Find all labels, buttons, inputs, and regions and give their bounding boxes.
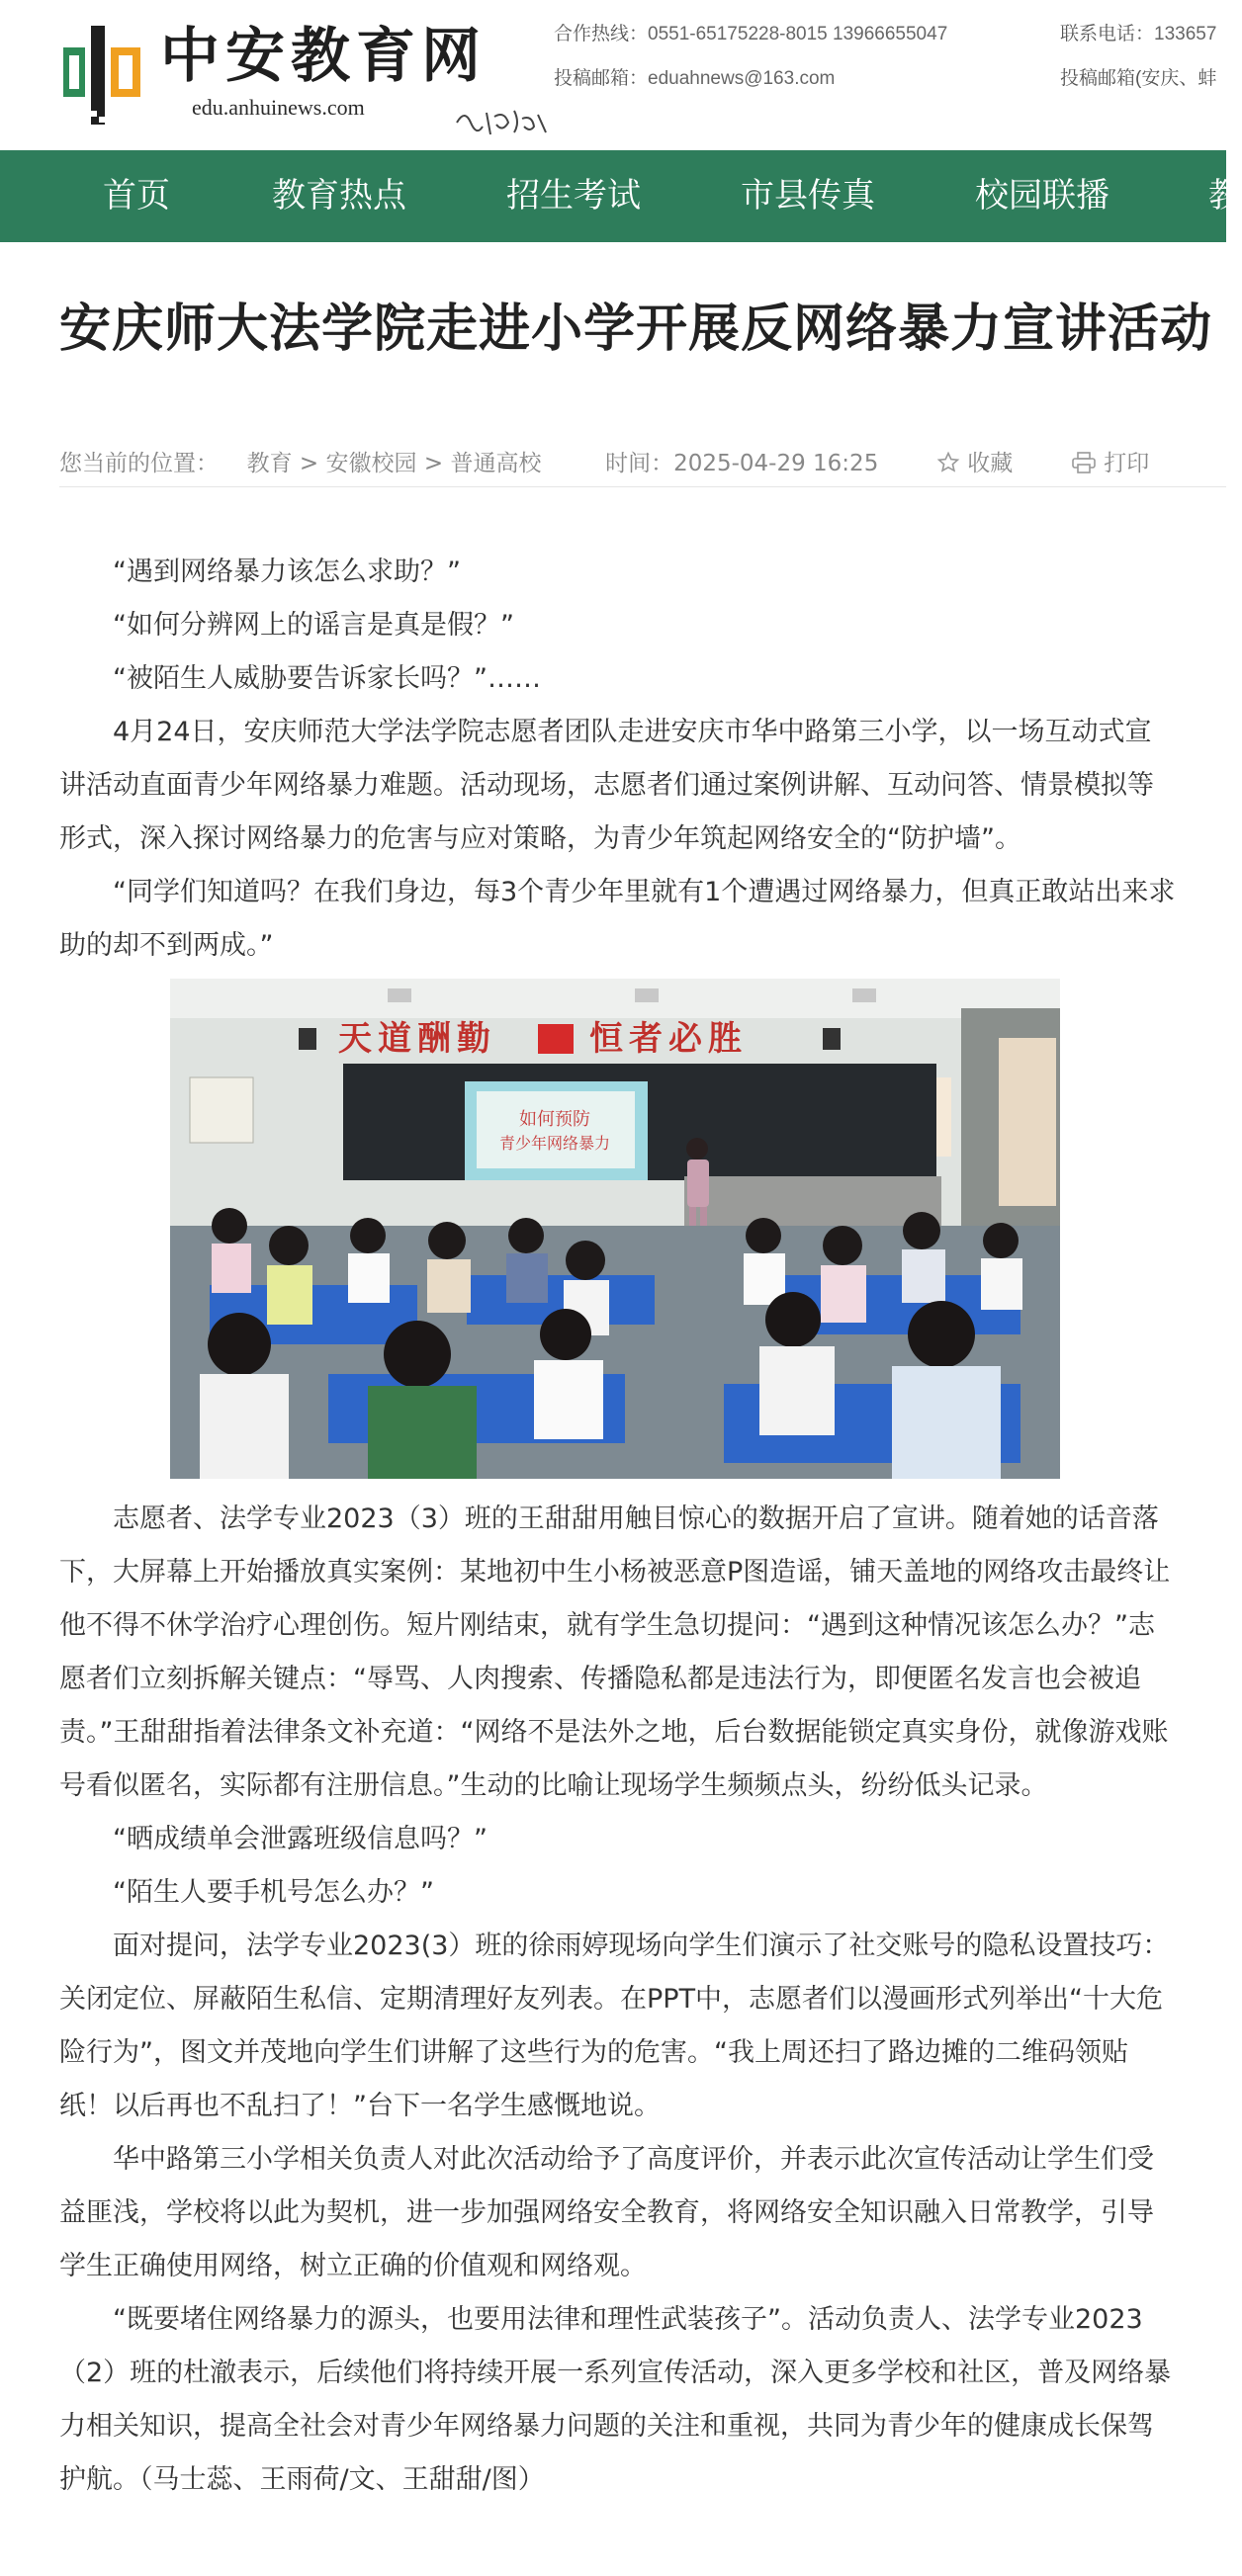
printer-icon: [1071, 451, 1097, 474]
contact-email: [554, 63, 835, 90]
phone2-label: 联系电话：: [1060, 24, 1155, 44]
screen-line-1: 如何预防: [519, 1109, 590, 1130]
hotline-value: 0551-65175228-8015 13966655047: [648, 24, 948, 44]
meta-divider: [59, 486, 1226, 487]
logo-title: 中安教育网: [160, 22, 487, 91]
article-paragraph: “既要堵住网络暴力的源头，也要用法律和理性武装孩子”。活动负责人、法学专业2023（2）班的杜澈表示，后续他们将持续开展一系列宣传活动，深入更多学校和社区，普及网络暴力相关知识，提高全社会对青少年网络暴力问题的关注和重视，共同为青少年的健康成长保驾护航。（马士蕊、王雨荷/文、王甜甜/图）: [59, 2304, 1172, 2495]
nav-item-hot-topics[interactable]: 教育热点: [272, 176, 406, 215]
contact-hotline: [554, 19, 947, 45]
article-paragraph: “被陌生人威胁要告诉家长吗？”……: [113, 663, 541, 694]
article-paragraph: 志愿者、法学专业2023（3）班的王甜甜用触目惊心的数据开启了宣讲。随着她的话音落下，大屏幕上开始播放真实案例：某地初中生小杨被恶意P图造谣，铺天盖地的网络攻击最终让他不得不休学治疗心理创伤。短片刚结束，就有学生急切提问：“遇到这种情况该怎么办？”志愿者们立刻拆解关键点：“辱骂、人肉搜索、传播隐私都是违法行为，即便匿名发言也会被追责。”王甜甜指着法律条文补充道：“网络不是法外之地，后台数据能锁定真实身份，就像游戏账号看似匿名，实际都有注册信息。”生动的比喻让现场学生频频点头，纷纷低头记录。: [59, 1503, 1171, 1801]
phone2-value: 133657: [1154, 24, 1217, 44]
nav-item-more[interactable]: 教: [1208, 176, 1242, 215]
article-paragraph: “如何分辨网上的谣言是真是假？”: [113, 610, 514, 641]
breadcrumb-separator: >: [416, 451, 451, 476]
logo-signature-icon: [453, 103, 552, 142]
article-meta: [59, 445, 1149, 477]
publish-time: 2025-04-29 16:25: [673, 451, 879, 476]
breadcrumb-label: 您当前的位置：: [59, 451, 219, 476]
article-paragraph: 面对提问，法学专业2023(3）班的徐雨婷现场向学生们演示了社交账号的隐私设置技巧：关闭定位、屏蔽陌生私信、定期清理好友列表。在PPT中，志愿者们以漫画形式列举出“十大危险行为”，图文并茂地向学生们讲解了这些行为的危害。“我上周还扫了路边摊的二维码领贴纸！以后再也不乱扫了！”台下一名学生感慨地说。: [59, 1931, 1170, 2121]
article-paragraph: “晒成绩单会泄露班级信息吗？”: [113, 1824, 488, 1854]
banner-left: 天道酬勤: [338, 1019, 496, 1059]
logo-domain: edu.anhuinews.com: [192, 95, 365, 120]
star-icon: [936, 451, 960, 474]
site-header: [0, 0, 1226, 150]
email-label: 投稿邮箱：: [554, 68, 649, 89]
article-paragraph: “遇到网络暴力该怎么求助？”: [113, 557, 461, 587]
breadcrumb-separator: >: [292, 451, 326, 476]
nav-item-county-news[interactable]: 市县传真: [741, 176, 875, 215]
main-nav: [0, 150, 1242, 242]
article-photo: [170, 979, 1060, 1479]
article-title: 安庆师大法学院走进小学开展反网络暴力宣讲活动: [59, 300, 1213, 359]
hotline-label: 合作热线：: [554, 24, 649, 44]
favorite-button[interactable]: [936, 445, 1013, 477]
contact-email2: [1060, 63, 1216, 90]
breadcrumb-item-universities[interactable]: 普通高校: [450, 451, 542, 476]
breadcrumb-item-education[interactable]: 教育: [246, 451, 293, 476]
article-paragraph: 4月24日，安庆师范大学法学院志愿者团队走进安庆市华中路第三小学，以一场互动式宣讲活动直面青少年网络暴力难题。活动现场，志愿者们通过案例讲解、互动问答、情景模拟等形式，深入探讨网络暴力的危害与应对策略，为青少年筑起网络安全的“防护墙”。: [59, 717, 1154, 854]
site-logo[interactable]: [61, 20, 556, 129]
nav-item-campus[interactable]: 校园联播: [975, 176, 1109, 215]
article-paragraph: “陌生人要手机号怎么办？”: [113, 1877, 434, 1908]
article-paragraph: “同学们知道吗？在我们身边，每3个青少年里就有1个遭遇过网络暴力，但真正敢站出来求助的却不到两成。”: [59, 877, 1176, 961]
favorite-label: 收藏: [967, 451, 1014, 476]
classroom-photo-illustration: [170, 979, 1060, 1479]
nav-item-home[interactable]: 首页: [103, 176, 170, 215]
nav-item-admissions[interactable]: 招生考试: [506, 176, 641, 215]
time-label: 时间：: [605, 451, 674, 476]
email2-label: 投稿邮箱(安庆、蚌: [1060, 68, 1217, 89]
banner-right: 恒者必胜: [589, 1019, 748, 1059]
print-label: 打印: [1104, 451, 1150, 476]
contact-phone2: [1060, 19, 1216, 45]
print-button[interactable]: [1071, 445, 1149, 477]
email-value: eduahnews@163.com: [648, 68, 836, 89]
article-paragraph: 华中路第三小学相关负责人对此次活动给予了高度评价，并表示此次宣传活动让学生们受益匪浅，学校将以此为契机，进一步加强网络安全教育，将网络安全知识融入日常教学，引导学生正确使用网络，树立正确的价值观和网络观。: [59, 2144, 1154, 2281]
screen-line-2: 青少年网络暴力: [498, 1134, 611, 1153]
logo-mark-icon: [61, 26, 144, 125]
breadcrumb-item-anhui-campus[interactable]: 安徽校园: [325, 451, 417, 476]
